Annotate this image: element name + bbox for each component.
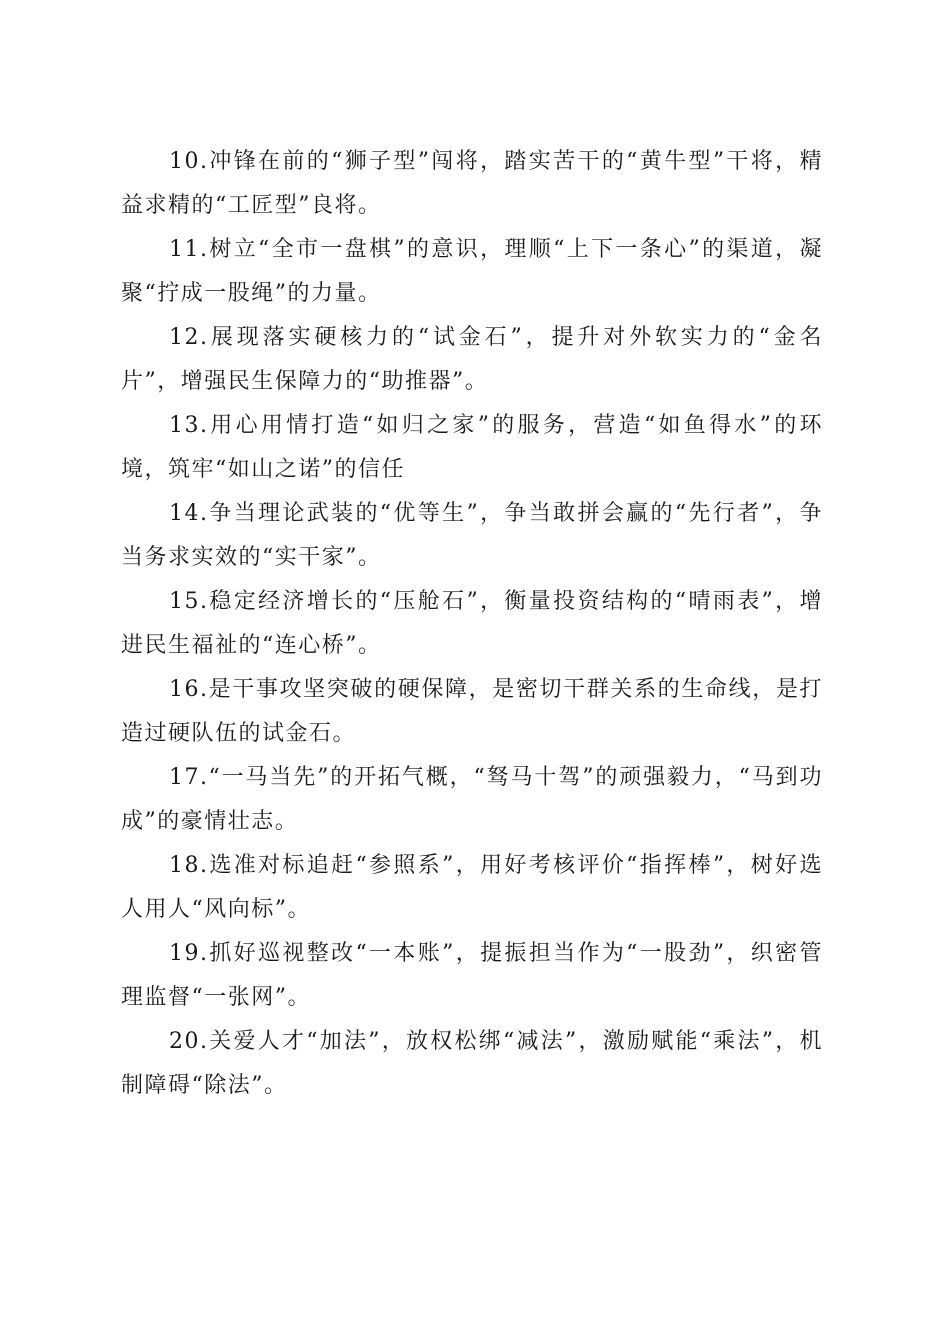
paragraph-17: 17.“一马当先”的开拓气概，“驽马十驾”的顽强毅力，“马到功成”的豪情壮志。	[121, 765, 823, 834]
paragraph-13: 13.用心用情打造“如归之家”的服务，营造“如鱼得水”的环境，筑牢“如山之诺”的信任	[121, 413, 823, 482]
paragraph-19: 19.抓好巡视整改“一本账”，提振担当作为“一股劲”，织密管理监督“一张网”。	[121, 941, 823, 1010]
paragraph-18: 18.选准对标追赶“参照系”，用好考核评价“指挥棒”，树好选人用人“风向标”。	[121, 853, 823, 922]
paragraph-20: 20.关爱人才“加法”，放权松绑“减法”，激励赋能“乘法”，机制障碍“除法”。	[121, 1029, 823, 1098]
paragraph-16: 16.是干事攻坚突破的硬保障，是密切干群关系的生命线，是打造过硬队伍的试金石。	[121, 677, 823, 746]
document-body	[121, 140, 823, 1108]
paragraph-15: 15.稳定经济增长的“压舱石”，衡量投资结构的“晴雨表”，增进民生福祉的“连心桥”。	[121, 589, 823, 658]
paragraph-12: 12.展现落实硬核力的“试金石”，提升对外软实力的“金名片”，增强民生保障力的“助推器”。	[121, 325, 823, 394]
paragraph-14: 14.争当理论武装的“优等生”，争当敢拼会赢的“先行者”，争当务求实效的“实干家”。	[121, 501, 823, 570]
paragraph-10: 10.冲锋在前的“狮子型”闯将，踏实苦干的“黄牛型”干将，精益求精的“工匠型”良将。	[121, 149, 823, 218]
paragraph-11: 11.树立“全市一盘棋”的意识，理顺“上下一条心”的渠道，凝聚“拧成一股绳”的力量。	[121, 237, 823, 306]
